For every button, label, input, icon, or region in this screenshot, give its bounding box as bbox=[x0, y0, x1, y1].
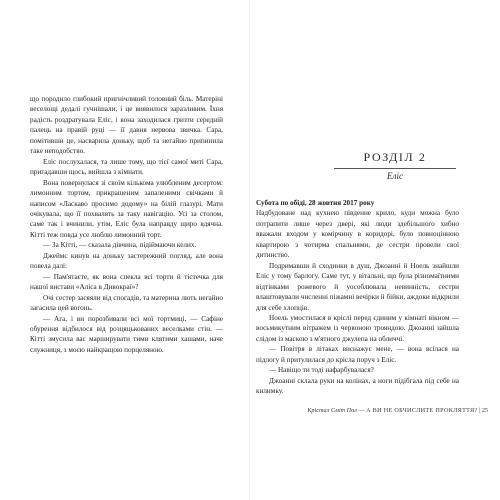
left-text-column bbox=[30, 94, 223, 355]
footer-book-title: А ВИ НЕ ОБЧИСЛИТЕ ПРОКЛЯТТЯ? bbox=[366, 407, 478, 414]
chapter-divider bbox=[334, 168, 456, 169]
section-subheading: Субота по обіді, 28 жовтня 2017 року bbox=[256, 199, 375, 207]
footer-divider: | bbox=[479, 407, 481, 414]
paragraph: що породило глибокий пригнічливий головний біль. Матеріні веселощі дедалі гучнішали, і це виявилося заразливим. Їхня радість роздратувала Еліс, і вона заходилася гризти середній палець на правій руці — її давня нервова звичка. Сара, помітивши це, насварила доньку, щоб та негайно припинила таке неподобство. bbox=[30, 95, 223, 156]
right-page bbox=[250, 0, 500, 500]
paragraph: — Пам'ятаєте, як вона спекла всі торти й тістечка для нашої вистави «Аліса в Дивокраї»? bbox=[30, 272, 223, 292]
page-number: 25 bbox=[481, 407, 488, 414]
paragraph: Вона повернулася зі своїм кількома улюбленим десертом: лимонним тортом, прикрашеним запаленими свічками й написом «Ласкаво просимо додому» на білій глазурі. Мати очікувала, що її похвалять за таку навігацію. Усі за столом, саме так і вчинили, утім, Еліс була направду щиро вдячна. Кітті теж повда усе люблю лимонний торт. bbox=[30, 178, 223, 239]
paragraph: Очі сестер засяяли від спогадів, та материна лють негайно загасила цей вогонь. bbox=[30, 293, 223, 313]
chapter-subtitle: Еліс bbox=[387, 171, 403, 181]
chapter-heading bbox=[334, 150, 456, 181]
paragraph: Подримавши й сходинки в душ, Джоанні й Ноель знайшли Еліс у тому барлогу. Саме тут, у вітальні, що була різномаїтними відтінками рожевого й уособлювала невинність, сестри влаштовували численні піжамні вечірки й бійки, аждоки відкрили для себе хлопців. bbox=[256, 261, 459, 312]
paragraph: Ноель умостилася в кріслі перед єдиним у кімнаті вікном — восьмикутним вітражем із червоною трояндою. Джоанні зайшла слідом із маскою з м'ятного джулепа на обличчі. bbox=[256, 313, 459, 343]
footer-separator: — bbox=[358, 407, 365, 414]
paragraph: Джоанні склала руки на колінах, а ноги підібгала під себе на килимку. bbox=[256, 376, 459, 396]
paragraph: Джеймс кинув на доньку застережний погляд, але вона повела далі: bbox=[30, 251, 223, 271]
page-footer bbox=[250, 407, 488, 414]
paragraph: — Навіщо ти тоді нафарбувалася? bbox=[269, 366, 374, 375]
right-text-column bbox=[256, 198, 459, 397]
paragraph: — Повітря в літаках виснажує мене, — вона всілася на підлогу й притулилася до крісла поруч з Еліс. bbox=[256, 345, 459, 364]
paragraph: — За Кітті, — сказала дівчина, підіймаючи келих. bbox=[43, 241, 197, 250]
footer-author: Крістал Сміт Пол bbox=[307, 407, 357, 414]
paragraph: — Ага, і ви порозбивали всі мої тортмиці, — Сафіне обурення відбилося від розцяцькованих веселками стін. — Кітті змусила вас марширувати тими клятими хашами, наче служниця, з моєю найкращою порцеляною. bbox=[30, 314, 223, 354]
paragraph: Надбудоване над кухнею південне крило, куди можна було потрапити лише через двері, які люди здебільшого хибно вважали входом у комірчину в коридорі, було повноцінною квартирою з чотирма спальнями, де сестри провели свої дитинство. bbox=[256, 209, 459, 260]
paragraph: Еліс послухалася, та лише тому, що тієї самої миті Сара, пригадавши щось, вийшла з кімнати. bbox=[30, 157, 223, 177]
chapter-title: РОЗДІЛ 2 bbox=[363, 150, 427, 164]
